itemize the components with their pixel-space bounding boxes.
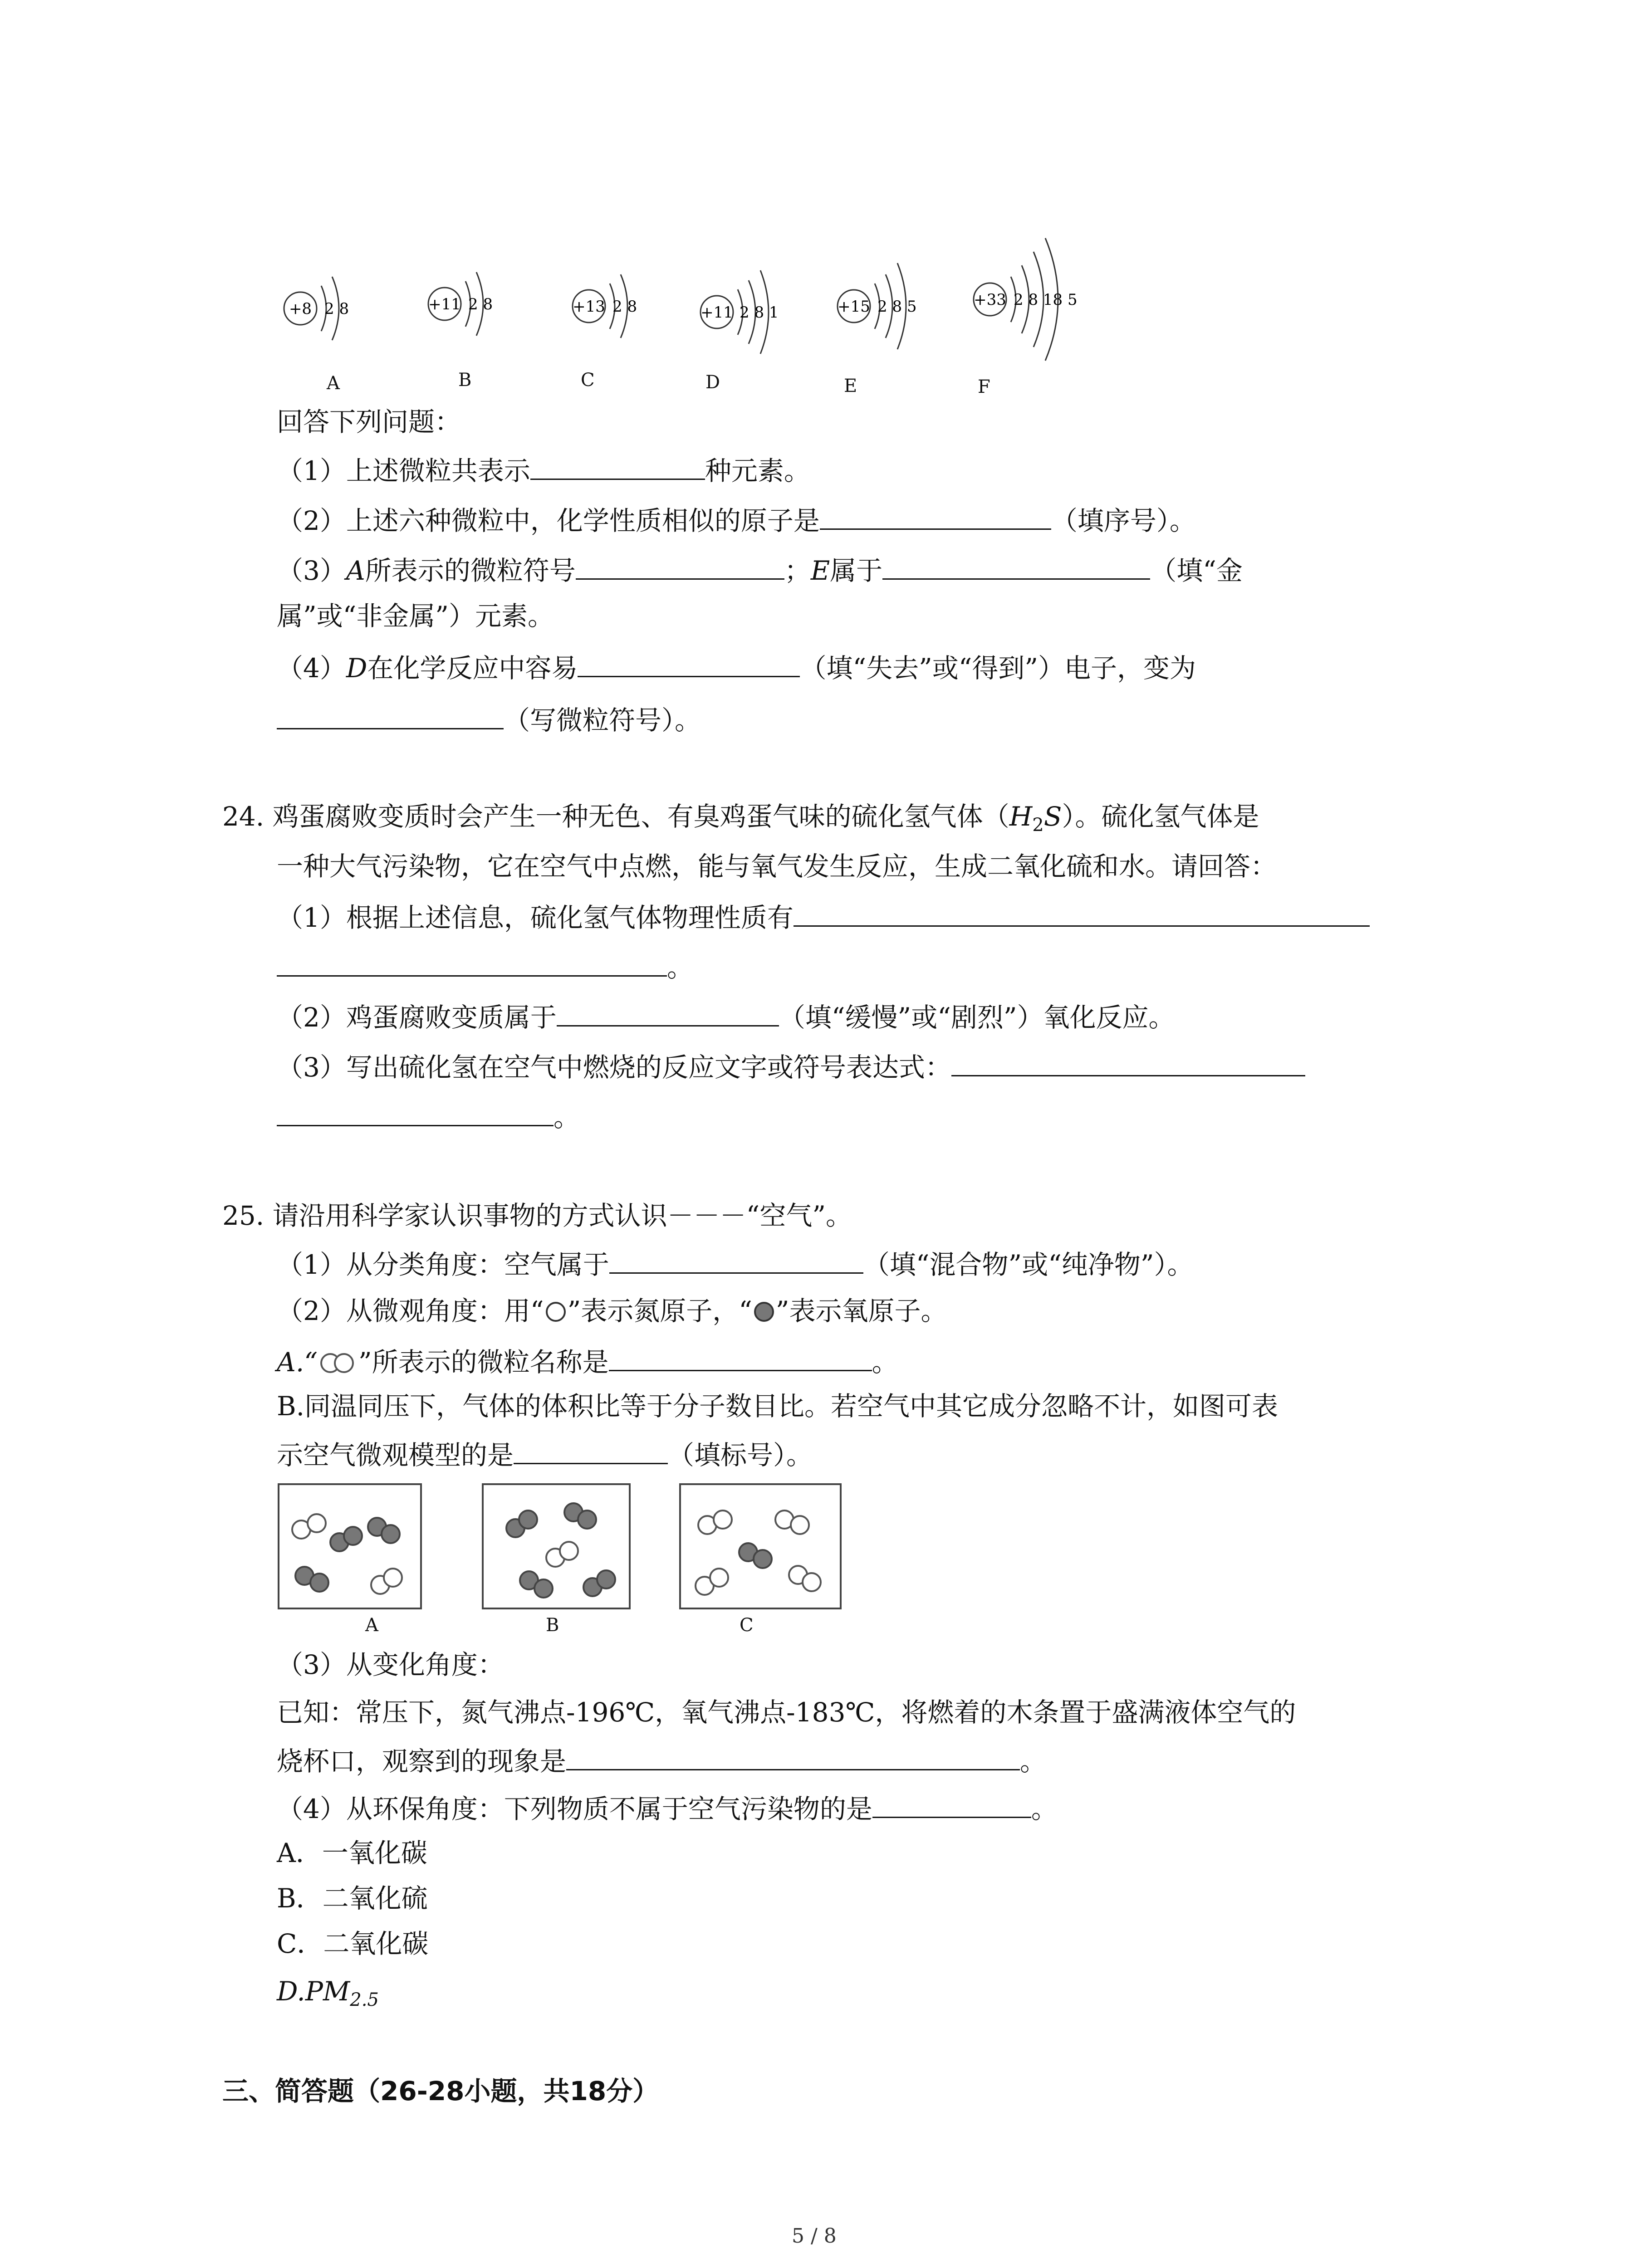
atom-a-nucleus: +8 [289,300,312,318]
answer-blank[interactable] [820,501,1051,530]
atom-b-shells: 2 8 [468,295,493,313]
answer-blank[interactable] [514,1436,668,1464]
atom-a-shells: 2 8 [324,300,349,318]
atom-label-e: E [844,376,857,396]
atom-b-nucleus: +11 [428,295,461,313]
atom-label-b: B [458,370,472,391]
answer-blank[interactable] [277,701,504,729]
answer-blank[interactable] [566,1742,1020,1770]
q24-part1-cont: 。 [277,948,693,986]
q24-stem-line1: 24. 鸡蛋腐败变质时会产生一种无色、有臭鸡蛋气味的硫化氢气体$(H_2S)$。硫化氢气体是 [222,801,1259,836]
air-model-a-molecules [279,1485,420,1608]
answer-blank[interactable] [578,649,800,677]
q23-part4-cont: （写微粒符号）。 [277,701,701,738]
oxygen-atom-icon [752,1300,776,1324]
answer-blank[interactable] [277,948,667,977]
q25-part2: （2）从微观角度：用“ ”表示氮原子，“ ”表示氧原子。 [277,1295,947,1326]
q24-part3-cont: 。 [277,1098,580,1135]
q23-part4: （4）D在化学反应中容易 （填“失去”或“得到”）电子，变为 [277,649,1196,686]
q24-part3: （3）写出硫化氢在空气中燃烧的反应文字或符号表达式： [277,1048,1305,1085]
q25-part3-line2: 烧杯口，观察到的现象是 。 [277,1742,1046,1779]
atom-e-shells: 2 8 5 [877,298,917,316]
air-model-c-molecules [681,1485,840,1608]
atom-f-diagram [974,238,1078,361]
air-model-label-a: A [365,1615,378,1636]
q23-part3: （3）A所表示的微粒符号 ；E属于 （填“金 [277,551,1243,589]
atom-c-nucleus: +13 [573,298,605,316]
atom-e-nucleus: +15 [838,298,870,316]
section-3-heading: 三、简答题（26-28小题，共18分） [222,2076,659,2107]
q24-stem-line2: 一种大气污染物，它在空气中点燃，能与氧气发生反应，生成二氧化硫和水。请回答： [277,851,1277,882]
answer-blank[interactable] [576,551,784,580]
atom-label-a: A [327,373,340,394]
atom-f-shells: 2 8 18 5 [1014,291,1078,309]
q25-title: 25. 请沿用科学家认识事物的方式认识－－－“空气”。 [222,1200,852,1231]
answer-blank[interactable] [530,451,705,480]
atom-e-diagram [838,263,917,349]
atom-label-d: D [705,372,720,393]
atom-f-nucleus: +33 [974,291,1006,309]
q25-part-b-line1: B.同温同压下，气体的体积比等于分子数目比。若空气中其它成分忽略不计，如图可表 [277,1391,1279,1422]
air-model-box-a [278,1483,422,1609]
q23-part2: （2）上述六种微粒中，化学性质相似的原子是 （填序号）。 [277,501,1196,539]
atom-b-diagram [428,272,493,336]
atom-d-nucleus: +11 [700,303,733,322]
q24-part1: （1）根据上述信息，硫化氢气体物理性质有 [277,898,1370,936]
q25-part3-line1: 已知：常压下，氮气沸点-196℃，氧气沸点-183℃，将燃着的木条置于盛满液体空气的 [277,1697,1296,1728]
answer-blank[interactable] [882,551,1150,580]
answer-blank[interactable] [872,1789,1031,1818]
answer-blank[interactable] [951,1048,1305,1076]
atom-c-shells: 2 8 [612,298,637,316]
atom-c-diagram [573,274,637,338]
atom-diagrams [272,213,1134,404]
page-number: 5 / 8 [792,2224,837,2248]
air-model-box-b [482,1483,631,1609]
option-b[interactable]: B．二氧化硫 [277,1883,428,1914]
nitrogen-atom-icon [544,1300,568,1324]
q23-part1: （1）上述微粒共表示 种元素。 [277,451,810,489]
atom-label-f: F [978,376,990,397]
answer-blank[interactable] [557,998,779,1026]
air-model-box-c [679,1483,842,1609]
option-c[interactable]: C．二氧化碳 [277,1928,429,1959]
option-d[interactable]: $D.PM_{2.5}$ [277,1976,379,2010]
answer-blank[interactable] [277,1098,554,1126]
q25-part-b-line2: 示空气微观模型的是 （填标号）。 [277,1436,813,1473]
q25-part4: （4）从环保角度：下列物质不属于空气污染物的是 。 [277,1789,1058,1827]
q24-part2: （2）鸡蛋腐败变质属于 （填“缓慢”或“剧烈”）氧化反应。 [277,998,1175,1036]
atom-label-c: C [581,370,595,391]
air-model-label-b: B [546,1615,559,1636]
q25-part1: （1）从分类角度：空气属于 （填“混合物”或“纯净物”）。 [277,1245,1194,1283]
answer-blank[interactable] [794,898,1370,927]
q25-part-a: A.“ ”所表示的微粒名称是 。 [277,1343,898,1380]
q23-intro: 回答下列问题： [277,406,461,437]
atom-d-diagram [700,270,779,354]
atom-a-diagram [284,277,349,340]
q25-part3: （3）从变化角度： [277,1649,504,1680]
atom-d-shells: 2 8 1 [740,303,779,322]
air-model-label-c: C [740,1615,754,1636]
answer-blank[interactable] [609,1343,872,1371]
air-model-b-molecules [484,1485,629,1608]
nitrogen-molecule-icon [318,1351,358,1375]
q23-part3-cont: 属”或“非金属”）元素。 [277,601,554,631]
option-a[interactable]: A．一氧化碳 [277,1838,427,1868]
answer-blank[interactable] [609,1245,863,1274]
